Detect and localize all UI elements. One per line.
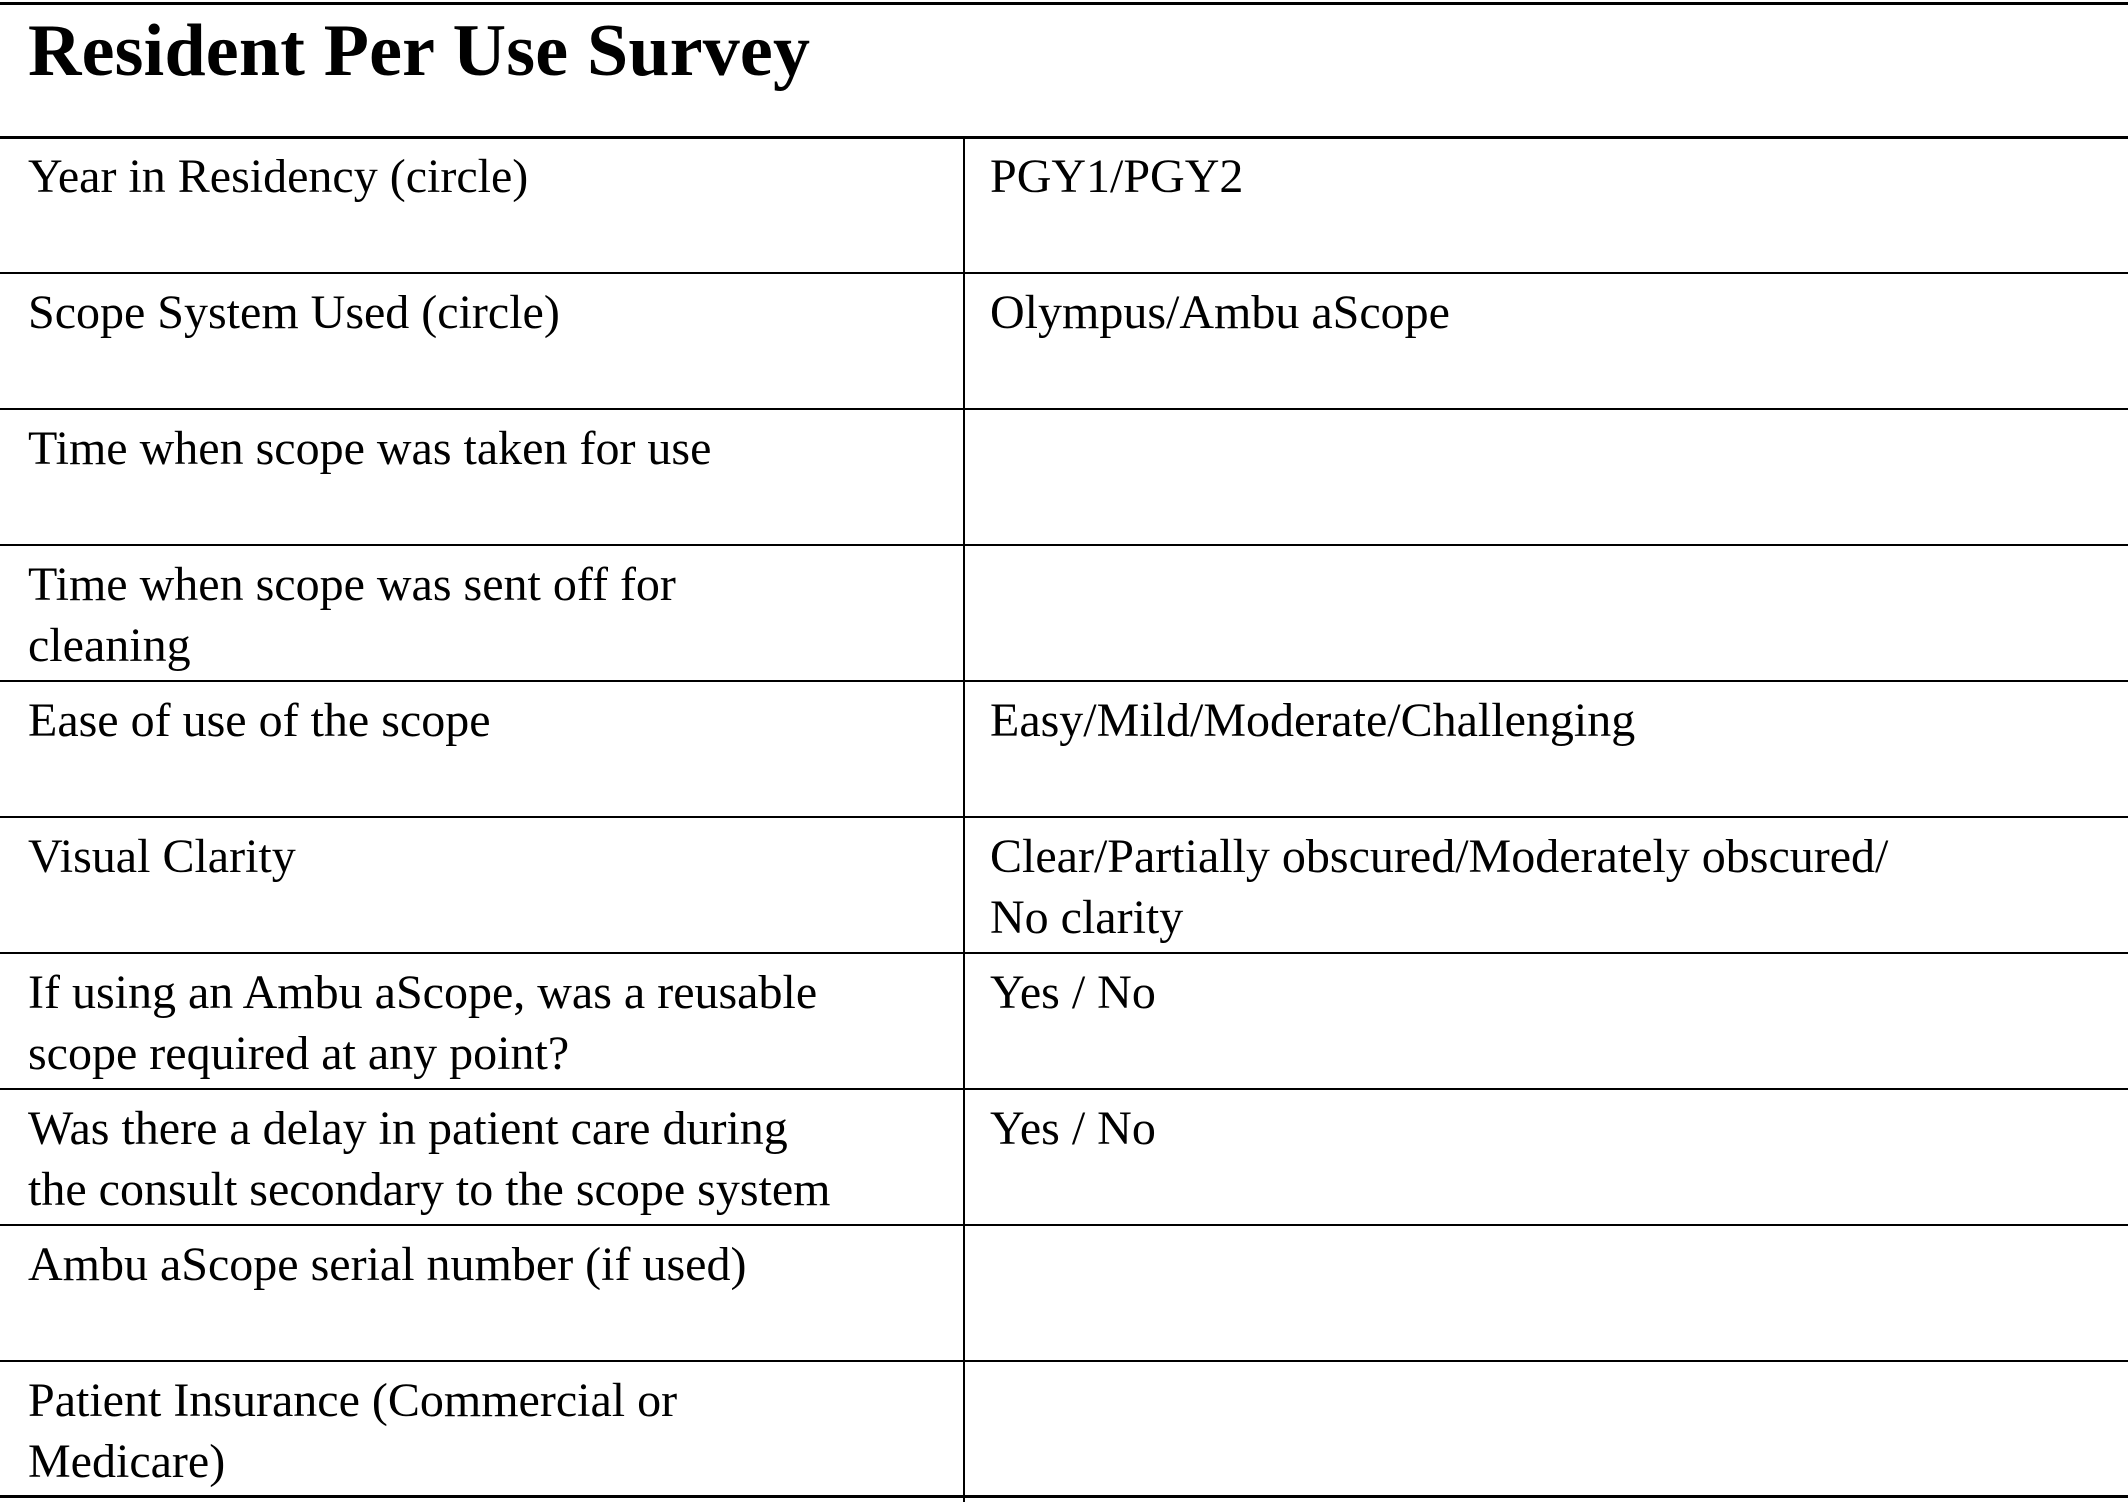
question-patient-insurance: Patient Insurance (Commercial or Medicare) xyxy=(28,1374,678,1488)
table-row xyxy=(0,818,2128,954)
table-row xyxy=(0,1362,2128,1498)
table-row xyxy=(0,410,2128,546)
answer-delay-in-care: Yes / No xyxy=(990,1102,1156,1155)
question-visual-clarity: Visual Clarity xyxy=(28,830,296,883)
question-time-taken: Time when scope was taken for use xyxy=(28,422,712,475)
table-row xyxy=(0,954,2128,1090)
question-delay-in-care: Was there a delay in patient care during the consult secondary to the scope system xyxy=(28,1102,831,1216)
table-row xyxy=(0,682,2128,818)
survey-title: Resident Per Use Survey xyxy=(28,10,811,92)
table-row xyxy=(0,138,2128,274)
table-row xyxy=(0,1226,2128,1362)
answer-scope-system: Olympus/Ambu aScope xyxy=(990,286,1450,339)
answer-ease-of-use: Easy/Mild/Moderate/Challenging xyxy=(990,694,1636,747)
survey-table xyxy=(0,138,2128,1498)
question-serial-number: Ambu aScope serial number (if used) xyxy=(28,1238,747,1291)
question-ease-of-use: Ease of use of the scope xyxy=(28,694,491,747)
answer-visual-clarity: Clear/Partially obscured/Moderately obscured/ No clarity xyxy=(990,830,1889,944)
question-year-in-residency: Year in Residency (circle) xyxy=(28,150,529,203)
top-rule xyxy=(0,2,2128,5)
table-row xyxy=(0,546,2128,682)
answer-year-in-residency: PGY1/PGY2 xyxy=(990,150,1244,203)
table-row xyxy=(0,274,2128,410)
question-scope-system: Scope System Used (circle) xyxy=(28,286,560,339)
column-divider xyxy=(963,138,965,1502)
question-time-sent-cleaning: Time when scope was sent off for cleaning xyxy=(28,558,676,672)
table-row xyxy=(0,1090,2128,1226)
answer-reusable-scope-required: Yes / No xyxy=(990,966,1156,1019)
question-reusable-scope-required: If using an Ambu aScope, was a reusable scope required at any point? xyxy=(28,966,818,1080)
